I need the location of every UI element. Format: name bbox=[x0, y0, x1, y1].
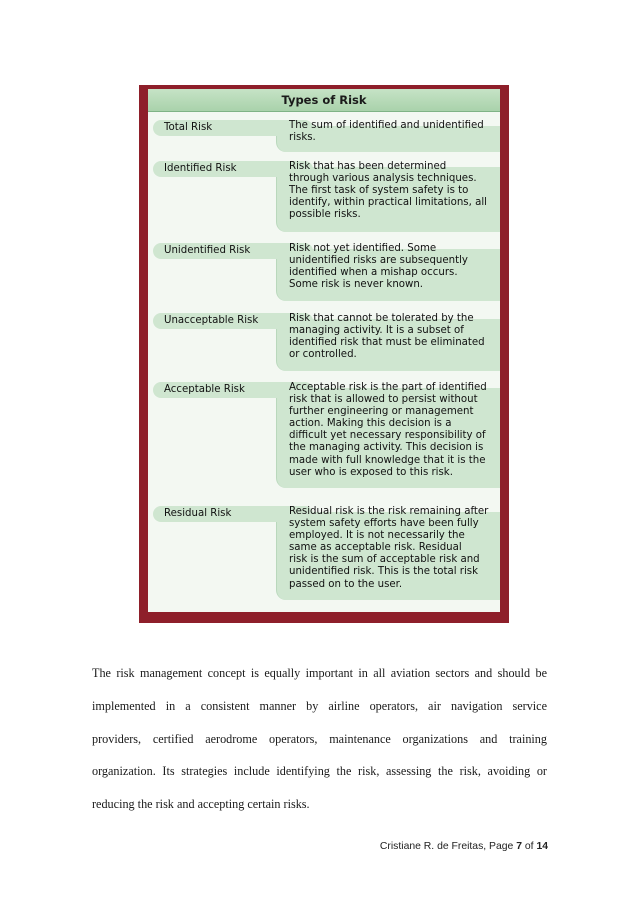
risk-term: Identified Risk bbox=[153, 161, 313, 177]
paragraph-line: The risk management concept is equally important in all aviation sectors and should be bbox=[92, 666, 547, 680]
risk-definition: Risk not yet identified. Some unidentified risks are subsequently identified when a mishap occurs. Some risk is never known. bbox=[289, 243, 468, 291]
figure-title: Types of Risk bbox=[148, 89, 500, 112]
risk-definition: The sum of identified and unidentified risks. bbox=[289, 120, 484, 144]
risk-definition: Risk that has been determined through various analysis techniques. The first task of system safety is to identify, within practical limitations, all possible risks. bbox=[289, 161, 487, 221]
risk-rows bbox=[148, 112, 500, 612]
risk-definition: Risk that cannot be tolerated by the managing activity. It is a subset of identified risk that must be eliminated or controlled. bbox=[289, 313, 485, 361]
paragraph-line: organization. Its strategies include identifying the risk, assessing the risk, avoiding or bbox=[92, 764, 547, 779]
risk-term: Total Risk bbox=[153, 120, 313, 136]
paragraph-line: implemented in a consistent manner by airline operators, air navigation service bbox=[92, 698, 547, 713]
footer-page-total: 14 bbox=[536, 841, 548, 852]
risk-term: Residual Risk bbox=[153, 506, 313, 522]
paragraph-line: reducing the risk and accepting certain risks. bbox=[92, 797, 310, 812]
types-of-risk-figure bbox=[139, 85, 509, 623]
risk-term: Unacceptable Risk bbox=[153, 313, 313, 329]
paragraph-line: providers, certified aerodrome operators, maintenance organizations and training bbox=[92, 731, 547, 746]
risk-term: Unidentified Risk bbox=[153, 243, 313, 259]
body-paragraph bbox=[92, 665, 547, 829]
figure-panel bbox=[148, 89, 500, 612]
footer-page-number: 7 bbox=[516, 841, 522, 852]
footer-of: of bbox=[521, 841, 537, 852]
page-footer bbox=[380, 841, 548, 852]
risk-definition: Acceptable risk is the part of identified risk that is allowed to persist without further engineering or management action. Making this decision is a difficult yet necessary responsibility of the managing activity. This decision is made with full knowledge that it is the user who is exposed to this risk. bbox=[289, 382, 487, 478]
risk-term: Acceptable Risk bbox=[153, 382, 313, 398]
footer-author: Cristiane R. de Freitas, Page bbox=[379, 841, 517, 852]
risk-definition: Residual risk is the risk remaining after system safety efforts have been fully employed. It is not necessarily the same as acceptable risk. Residual risk is the sum of acceptable risk and unidentified risk. This is the total risk passed on to the user. bbox=[289, 506, 489, 590]
